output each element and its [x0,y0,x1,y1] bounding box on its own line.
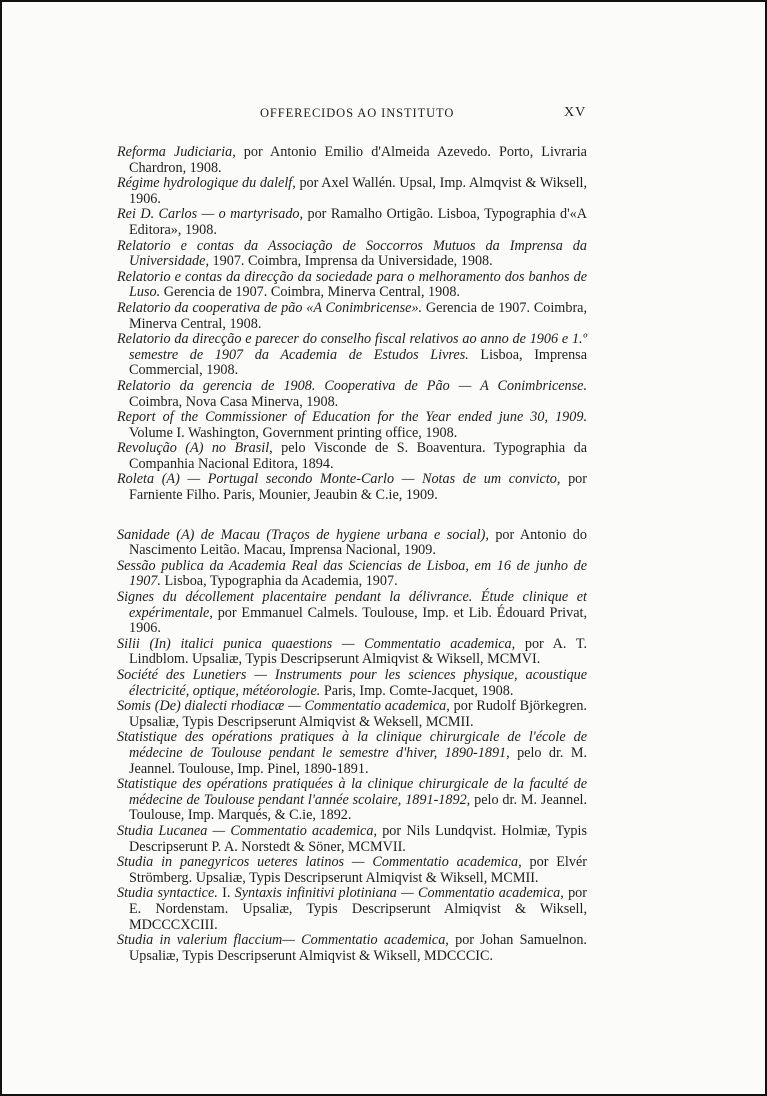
entry-title: Studia in panegyricos ueteres latinos — Commentatio academica, [117,854,522,871]
entry-title: Relatorio da direcção e parecer do conselho fiscal relativos ao anno de 1906 e 1.º semestre de 1907 da Academia de Estudos Livres. [117,331,587,363]
list-item [117,176,587,207]
list-item [117,270,587,301]
list-item [117,207,587,238]
entry-title: Relatorio da cooperativa de pão «A Conimbricense». [117,299,423,316]
entry-details: pelo Visconde de S. Boaventura. Typographia da Companhia Nacional Editora, 1894. [129,440,587,472]
entry-details: por Elvér Strömberg. Upsaliæ, Typis Descripserunt Almiqvist & Wiksell, MCMII. [129,854,587,886]
list-item [117,410,587,441]
entry-details: 1907. Coimbra, Imprensa da Universidade, 1908. [209,253,493,270]
list-item [117,855,587,886]
list-item [117,933,587,964]
entry-details: por Nils Lundqvist. Holmiæ, Typis Descripserunt P. A. Norstedt & Söner, MCMVII. [129,822,587,855]
list-item [117,332,587,379]
list-item [117,699,587,730]
list-item [117,239,587,270]
entry-title: Revolução (A) no Brasil, [117,440,273,457]
list-item [117,590,587,637]
entry-title: Reforma Judiciaria, [117,144,236,160]
list-item [117,824,587,855]
list-item [117,145,587,176]
entry-title: Relatorio da gerencia de 1908. Cooperativa de Pão — A Conimbricense. [117,377,587,394]
entry-title: Studia syntactice. [117,885,218,902]
entry-details-2: por E. Nordenstam. Upsaliæ, Typis Descripserunt Almiqvist & Wiksell, MDCCCXCIII. [129,885,587,933]
entry-title: Statistique des opérations pratiquées à la clinique chirurgicale de la faculté de médecine de Toulouse pendant l'année scolaire, 1891-1892, [117,776,587,808]
page-number: XV [564,105,587,120]
entry-title: Studia in valerium flaccium— Commentatio academica, [117,932,449,949]
entry-details: por Farniente Filho. Paris, Mounier, Jeaubin & C.ie, 1909. [129,471,587,504]
entry-title: Somis (De) dialecti rhodiacæ — Commentatio academica, [117,698,450,715]
entry-details: Gerencia de 1907. Coimbra, Minerva Central, 1908. [160,284,460,301]
entry-details: Volume I. Washington, Government printing office, 1908. [129,424,458,441]
entry-details: Lisboa, Typographia da Academia, 1907. [160,573,398,590]
entry-title: Relatorio e contas da direcção da sociedade para o melhoramento dos banhos de Luso. [117,268,587,301]
entry-title: Société des Lunetiers — Instruments pour les sciences physique, acoustique électricité, optique, météorologie. [117,667,587,699]
list-item [117,886,587,933]
entry-details: por Antonio do Nascimento Leitão. Macau, Imprensa Nacional, 1909. [129,526,587,559]
entry-details: I. [217,885,235,902]
entry-subtitle: Syntaxis infinitivi plotiniana — Commentatio academica, [234,885,564,902]
entry-title: Régime hydrologique du dalelf, [117,175,296,192]
entry-title: Statistique des opérations pratiques à la clinique chirurgicale de l'école de médecine de Toulouse pendant le semestre d'hiver, 1890-1891, [117,729,587,761]
entry-details: Paris, Imp. Comte-Jacquet, 1908. [320,682,514,699]
entry-details: pelo dr. M. Jeannel. Toulouse, Imp. Pinel, 1890-1891. [129,744,588,777]
entry-title: Signes du décollement placentaire pendant la délivrance. Étude clinique et expérimentale, [117,589,587,621]
entry-title: Silii (In) italici punica quaestions — Commentatio academica, [117,635,516,652]
entry-details: Lisboa, Imprensa Commercial, 1908. [129,346,587,379]
entry-details: por Rudolf Björkegren. Upsaliæ, Typis Descripserunt Almiqvist & Weksell, MCMII. [129,698,587,730]
entry-details: por Antonio Emilio d'Almeida Azevedo. Porto, Livraria Chardron, 1908. [129,144,587,176]
entry-title: Sanidade (A) de Macau (Traços de hygiene urbana e social), [117,526,489,543]
entry-details: pelo dr. M. Jeannel. Toulouse, Imp. Marqués, & C.ie, 1892. [129,791,587,824]
list-item [117,730,587,777]
list-item [117,777,587,824]
list-item [117,668,587,699]
entry-details: por Johan Samuelnon. Upsaliæ, Typis Descripserunt Almiqvist & Wiksell, MDCCCIC. [129,932,587,964]
list-item [117,472,587,503]
entry-details: Gerencia de 1907. Coimbra, Minerva Central, 1908. [129,299,588,332]
running-header [2,106,765,126]
entry-details: por Axel Wallén. Upsal, Imp. Almqvist & Wiksell, 1906. [129,175,587,207]
entry-details: Coimbra, Nova Casa Minerva, 1908. [129,393,339,410]
list-item [117,379,587,410]
list-item [117,559,587,590]
entry-title: Report of the Commissioner of Education for the Year ended june 30, 1909. [117,409,587,426]
entry-details: por A. T. Lindblom. Upsaliæ, Typis Descripserunt Almiqvist & Wiksell, MCMVI. [129,635,587,668]
list-item [117,441,587,472]
entry-title: Sessão publica da Academia Real das Sciencias de Lisboa, em 16 de junho de 1907. [117,557,587,590]
list-item [117,637,587,668]
entry-title: Roleta (A) — Portugal secondo Monte-Carlo — Notas de um convicto, [117,471,561,488]
list-item [117,301,587,332]
list-item [117,528,587,559]
entry-details: por Ramalho Ortigão. Lisboa, Typographia d'«A Editora», 1908. [129,206,587,238]
section-gap [117,504,587,528]
entry-title: Studia Lucanea — Commentatio academica, [117,822,377,839]
entry-details: por Emmanuel Calmels. Toulouse, Imp. et Lib. Édouard Privat, 1906. [129,604,587,637]
entry-title: Rei D. Carlos — o martyrisado, [117,206,304,223]
entry-title: Relatorio e contas da Associação de Soccorros Mutuos da Imprensa da Universidade, [117,237,587,270]
header-title: OFFERECIDOS AO INSTITUTO [260,106,455,120]
bibliography-list [117,145,587,964]
